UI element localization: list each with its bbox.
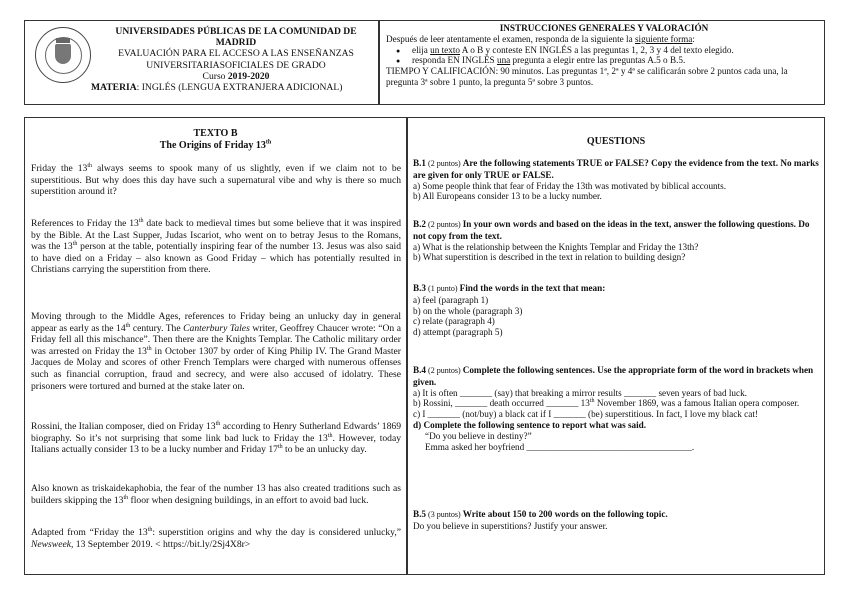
source-citation: Adapted from “Friday the 13th: superstition origins and why the day is considered unlucky,” Newsweek, 13 September 2019. < https://bit.ly/2Sj4X8r> <box>31 526 401 550</box>
instructions-box <box>379 20 825 105</box>
question-b2: B.2 (2 puntos) In your own words and based on the ideas in the text, answer the following questions. Do not copy from the text. a) What is the relationship between the Knights Templar and Friday the 13th? b) What superstition is described in the text in relation to building design? <box>413 219 821 263</box>
questions-column <box>407 117 825 575</box>
questions-heading: QUESTIONS <box>586 136 646 147</box>
univ-line2: MADRID <box>215 37 257 49</box>
question-b3-item: b) on the whole (paragraph 3) <box>413 305 523 316</box>
question-b4-d-report: Emma asked her boyfriend ____________________________________. <box>425 441 695 452</box>
curso-line: Curso 2019-2020 <box>202 70 270 82</box>
instructions-intro: Después de leer atentamente el examen, responda de la siguiente la siguiente forma: <box>386 33 695 44</box>
eval-line1: EVALUACIÓN PARA EL ACCESO A LAS ENSEÑANZAS <box>118 48 354 60</box>
paragraph-1: Friday the 13th always seems to spook many of us slightly, even if we claim not to be superstitious. But why does this day have such a supernatural vibe and why is there so much superstition around it? <box>31 162 401 198</box>
question-b3-item: a) feel (paragraph 1) <box>413 294 489 305</box>
materia-line: MATERIA: INGLÉS (LENGUA EXTRANJERA ADICIONAL) <box>91 82 343 94</box>
paragraph-2: References to Friday the 13th date back to medieval times but some believe that it was inspired by the Bible. At the Last Supper, Judas Iscariot, who went on to betray Jesus to the Romans, was the 13th person at the table, potentially inspiring fear of the number 13. Jesus was also said to have died on a Friday – also known as Good Friday – which has potentially resulted in Christians carrying the superstition from there. <box>31 217 402 276</box>
question-b4-c: c) I _______ (not/buy) a black cat if I _______ (be) superstitious. In fact, I love my black cat! <box>413 409 758 420</box>
timing-info: TIEMPO Y CALIFICACIÓN: 90 minutos. Las preguntas 1ª, 2ª y 4ª se calificarán sobre 2 puntos cada una, la pregunta 3ª sobre 1 punto, la pregunta 5ª sobre 3 puntos. <box>386 66 788 87</box>
instruction-bullet-2: ● responda EN INGLÉS una pregunta a elegir entre las preguntas A.5 o B.5. <box>400 55 822 66</box>
eval-line2: UNIVERSITARIASOFICIALES DE GRADO <box>146 59 326 71</box>
text-b-heading: TEXTO B The Origins of Friday 13th <box>159 128 272 151</box>
question-b2-b: b) What superstition is described in the text in relation to building design? <box>413 252 686 263</box>
question-b4-a: a) It is often _______ (say) that breaking a mirror results _______ seven years of bad luck. <box>413 387 747 398</box>
question-b1-b: b) All Europeans consider 13 to be a lucky number. <box>413 191 602 202</box>
text-b-column <box>24 117 407 575</box>
paragraph-4: Rossini, the Italian composer, died on Friday 13th according to Henry Sutherland Edwards’ 1869 biography. So it’s not surprising that some link bad luck to Friday the 13th. However, today Italians actually consider 13 to be a lucky number and Friday 17th to be an unlucky day. <box>31 420 402 456</box>
question-b4-d-quote: “Do you believe in destiny?” <box>425 430 532 441</box>
question-b3-item: d) attempt (paragraph 5) <box>413 327 503 338</box>
question-b4-d: d) Complete the following sentence to report what was said. <box>413 419 647 430</box>
instructions-title: INSTRUCCIONES GENERALES Y VALORACIÓN <box>499 23 709 33</box>
paragraph-3: Moving through to the Middle Ages, references to Friday being an unlucky day in general appear as early as the 14th century. The Canterbury Tales writer, Geoffrey Chaucer wrote: “On a Friday fell all this mischance”. Then there are the Knights Templar. The Catholic military order was arrested on Friday the 13th in October 1307 by order of King Philip IV. The Grand Master Jacques de Molay and scores of other French Templars were charged with numerous offenses such as financial corruption, fraud and secrecy, and were also accused of idolatry. These prisoners were tortured and burned at the stake later on. <box>31 311 401 392</box>
instruction-bullet-1: ● elija un texto A o B y conteste EN INGLÉS a las preguntas 1, 2, 3 y 4 del texto elegido. <box>400 45 822 56</box>
university-seal-icon <box>35 27 91 83</box>
university-header-text <box>91 26 377 94</box>
question-b5-topic: Do you believe in superstitions? Justify your answer. <box>413 520 608 531</box>
question-b2-a: a) What is the relationship between the Knights Templar and Friday the 13th? <box>413 241 699 252</box>
question-b1-a: a) Some people think that fear of Friday the 13th was motivated by biblical accounts. <box>413 180 727 191</box>
question-b4: B.4 (2 puntos) Complete the following sentences. Use the appropriate form of the word in brackets when given. a) It is often _______ (say) that breaking a mirror results _______ seven years of bad luck. b) Rossini, _______ death occurred _______ 13th November 1869, was a famous Italian opera composer. c) I _______ (not/buy) a black cat if I _______ (be) superstitious. In fact, I love my black cat! d) Complete the following sentence to report what was said. “Do you believe in destiny?” Emma asked her boyfriend ____________________________________. <box>413 365 821 452</box>
header-university-box <box>24 20 379 105</box>
question-b3: B.3 (1 punto) Find the words in the text that mean: a) feel (paragraph 1) b) on the whole (paragraph 3) c) relate (paragraph 4) d) attempt (paragraph 5) <box>413 283 821 338</box>
question-b5: B.5 (3 puntos) Write about 150 to 200 words on the following topic. Do you believe in superstitions? Justify your answer. <box>413 509 821 532</box>
question-b3-item: c) relate (paragraph 4) <box>413 316 495 327</box>
question-b4-b: b) Rossini, _______ death occurred _______ 13th November 1869, was a famous Italian opera composer. <box>413 398 800 409</box>
paragraph-5: Also known as triskaidekaphobia, the fear of the number 13 has also created traditions such as builders skipping the 13th floor when designing buildings, in an effort to avoid bad luck. <box>31 483 401 506</box>
univ-line1: UNIVERSIDADES PÚBLICAS DE LA COMUNIDAD DE <box>115 26 357 37</box>
question-b1: B.1 (2 puntos) Are the following statements TRUE or FALSE? Copy the evidence from the text. No marks are given for only TRUE or FALSE. a) Some people think that fear of Friday the 13th was motivated by biblical accounts. b) All Europeans consider 13 to be a lucky number. <box>413 158 821 202</box>
